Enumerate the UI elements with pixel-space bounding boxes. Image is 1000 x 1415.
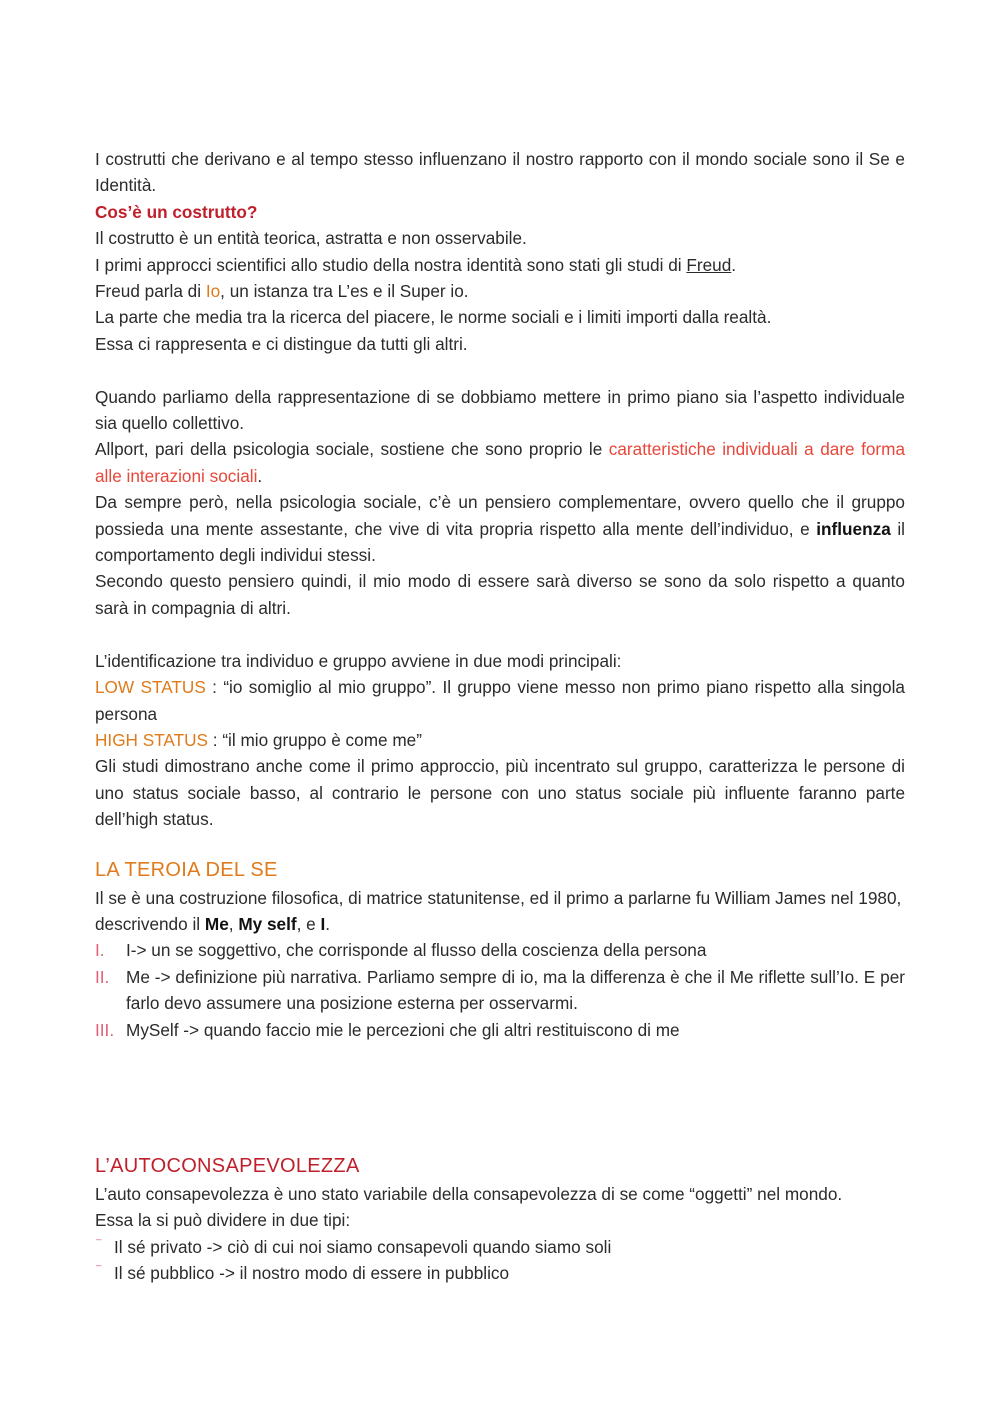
auto-paragraph-2: Essa la si può dividere in due tipi:: [95, 1210, 351, 1231]
document-page: [95, 146, 905, 1287]
intro-p4-text: Freud parla di: [95, 281, 206, 302]
self-types-list: [95, 937, 905, 1043]
list-item-text: Me -> definizione più narrativa. Parliamo sempre di io, ma la differenza è che il Me riflette sull’Io. E per farlo devo assumere una posizione esterna per osservarmi.: [126, 966, 905, 1014]
list-item: [95, 937, 905, 963]
intro-paragraph-2: Il costrutto è un entità teorica, astratta e non osservabile.: [95, 228, 527, 249]
intro-paragraph-3: [95, 252, 905, 278]
list-item-text: MySelf -> quando faccio mie le percezioni che gli altri restituiscono di me: [126, 1019, 680, 1040]
autoconsapevolezza-heading: L’AUTOCONSAPEVOLEZZA: [95, 1154, 360, 1177]
list-item: [95, 964, 905, 1017]
io-highlight: Io: [205, 281, 221, 302]
section3-paragraph-1: L’identificazione tra individuo e gruppo avviene in due modi principali:: [95, 650, 622, 671]
i-bold: I: [320, 913, 326, 934]
list-item: [95, 1017, 905, 1043]
intro-paragraph-5: La parte che media tra la ricerca del piacere, le norme sociali e i limiti importi dalla realtà.: [95, 307, 772, 328]
teoria-sep-2: , e: [296, 913, 321, 934]
list-item: [95, 1260, 905, 1286]
intro-p4-end: , un istanza tra L’es e il Super io.: [220, 281, 469, 302]
list-number: I.: [95, 940, 105, 961]
section2-p3-text: Da sempre però, nella psicologia sociale, c’è un pensiero complementare, ovvero quello che il gruppo possieda una mente assestante, che vive di vita propria rispetto alla mente dell’individuo, e: [95, 492, 905, 539]
spacer: [95, 621, 905, 647]
intro-paragraph-4: [95, 278, 905, 304]
section2-paragraph-1: Quando parliamo della rappresentazione di se dobbiamo mettere in primo piano sia l’aspetto individuale sia quello collettivo.: [95, 386, 905, 434]
section3-paragraph-2: Gli studi dimostrano anche come il primo approccio, più incentrato sul gruppo, caratterizza le persone di uno status sociale basso, al contrario le persone con uno status sociale più influente faranno parte dell’high status.: [95, 756, 905, 830]
low-status-paragraph: [95, 674, 905, 727]
low-status-text: : “io somiglio al mio gruppo”. Il gruppo viene messo non primo piano rispetto alla singola persona: [95, 677, 905, 724]
list-item-text: I-> un se soggettivo, che corrisponde al flusso della coscienza della persona: [126, 940, 707, 961]
section2-p2-text: Allport, pari della psicologia sociale, sostiene che sono proprio le: [95, 439, 609, 460]
me-bold: Me: [204, 913, 229, 934]
intro-p3-text: I primi approcci scientifici allo studio della nostra identità sono stati gli studi di: [95, 254, 687, 275]
list-number: III.: [95, 1019, 115, 1040]
teoria-p1-end: .: [325, 913, 331, 934]
section2-p2-end: .: [257, 465, 263, 486]
myself-bold: My self: [238, 913, 297, 934]
intro-paragraph-1: I costrutti che derivano e al tempo stesso influenzano il nostro rapporto con il mondo sociale sono il Se e Identità.: [95, 149, 905, 196]
section2-paragraph-3: [95, 489, 905, 568]
low-status-label: LOW STATUS: [95, 677, 206, 698]
teoria-p1-text: Il se è una costruzione filosofica, di matrice statunitense, ed il primo a parlarne fu William James nel 1980, descrivendo il: [95, 887, 902, 934]
dash-bullet-icon: ⁻: [95, 1233, 103, 1250]
teoria-heading: LA TEROIA DEL SE: [95, 858, 278, 881]
list-number: II.: [95, 966, 110, 987]
auto-paragraph-1: L’auto consapevolezza è uno stato variabile della consapevolezza di se come “oggetti” nel mondo.: [95, 1183, 843, 1204]
list-item-text: Il sé pubblico -> il nostro modo di essere in pubblico: [114, 1263, 510, 1284]
teoria-sep-1: ,: [228, 913, 239, 934]
section2-paragraph-4: Secondo questo pensiero quindi, il mio modo di essere sarà diverso se sono da solo rispetto a quanto sarà in compagnia di altri.: [95, 571, 905, 618]
high-status-text: : “il mio gruppo è come me”: [208, 729, 422, 750]
influenza-bold: influenza: [816, 518, 891, 539]
list-item: [95, 1234, 905, 1260]
intro-paragraph-6: Essa ci rappresenta e ci distingue da tutti gli altri.: [95, 333, 468, 354]
intro-p3-end: .: [731, 254, 737, 275]
intro-question: Cos’è un costrutto?: [95, 201, 258, 222]
high-status-paragraph: [95, 727, 905, 753]
section2-paragraph-2: [95, 436, 905, 489]
teoria-paragraph: [95, 885, 905, 938]
individual-traits-highlight: caratteristiche individuali a dare forma alle interazioni sociali: [95, 439, 906, 486]
spacer: [95, 1043, 905, 1151]
spacer: [95, 357, 905, 383]
high-status-label: HIGH STATUS: [95, 729, 208, 750]
list-item-text: Il sé privato -> ciò di cui noi siamo consapevoli quando siamo soli: [114, 1236, 612, 1257]
self-awareness-list: [95, 1234, 905, 1287]
dash-bullet-icon: ⁻: [95, 1260, 103, 1277]
freud-link[interactable]: Freud: [686, 254, 732, 275]
section2-p3-end: il comportamento degli individui stessi.: [95, 518, 905, 566]
